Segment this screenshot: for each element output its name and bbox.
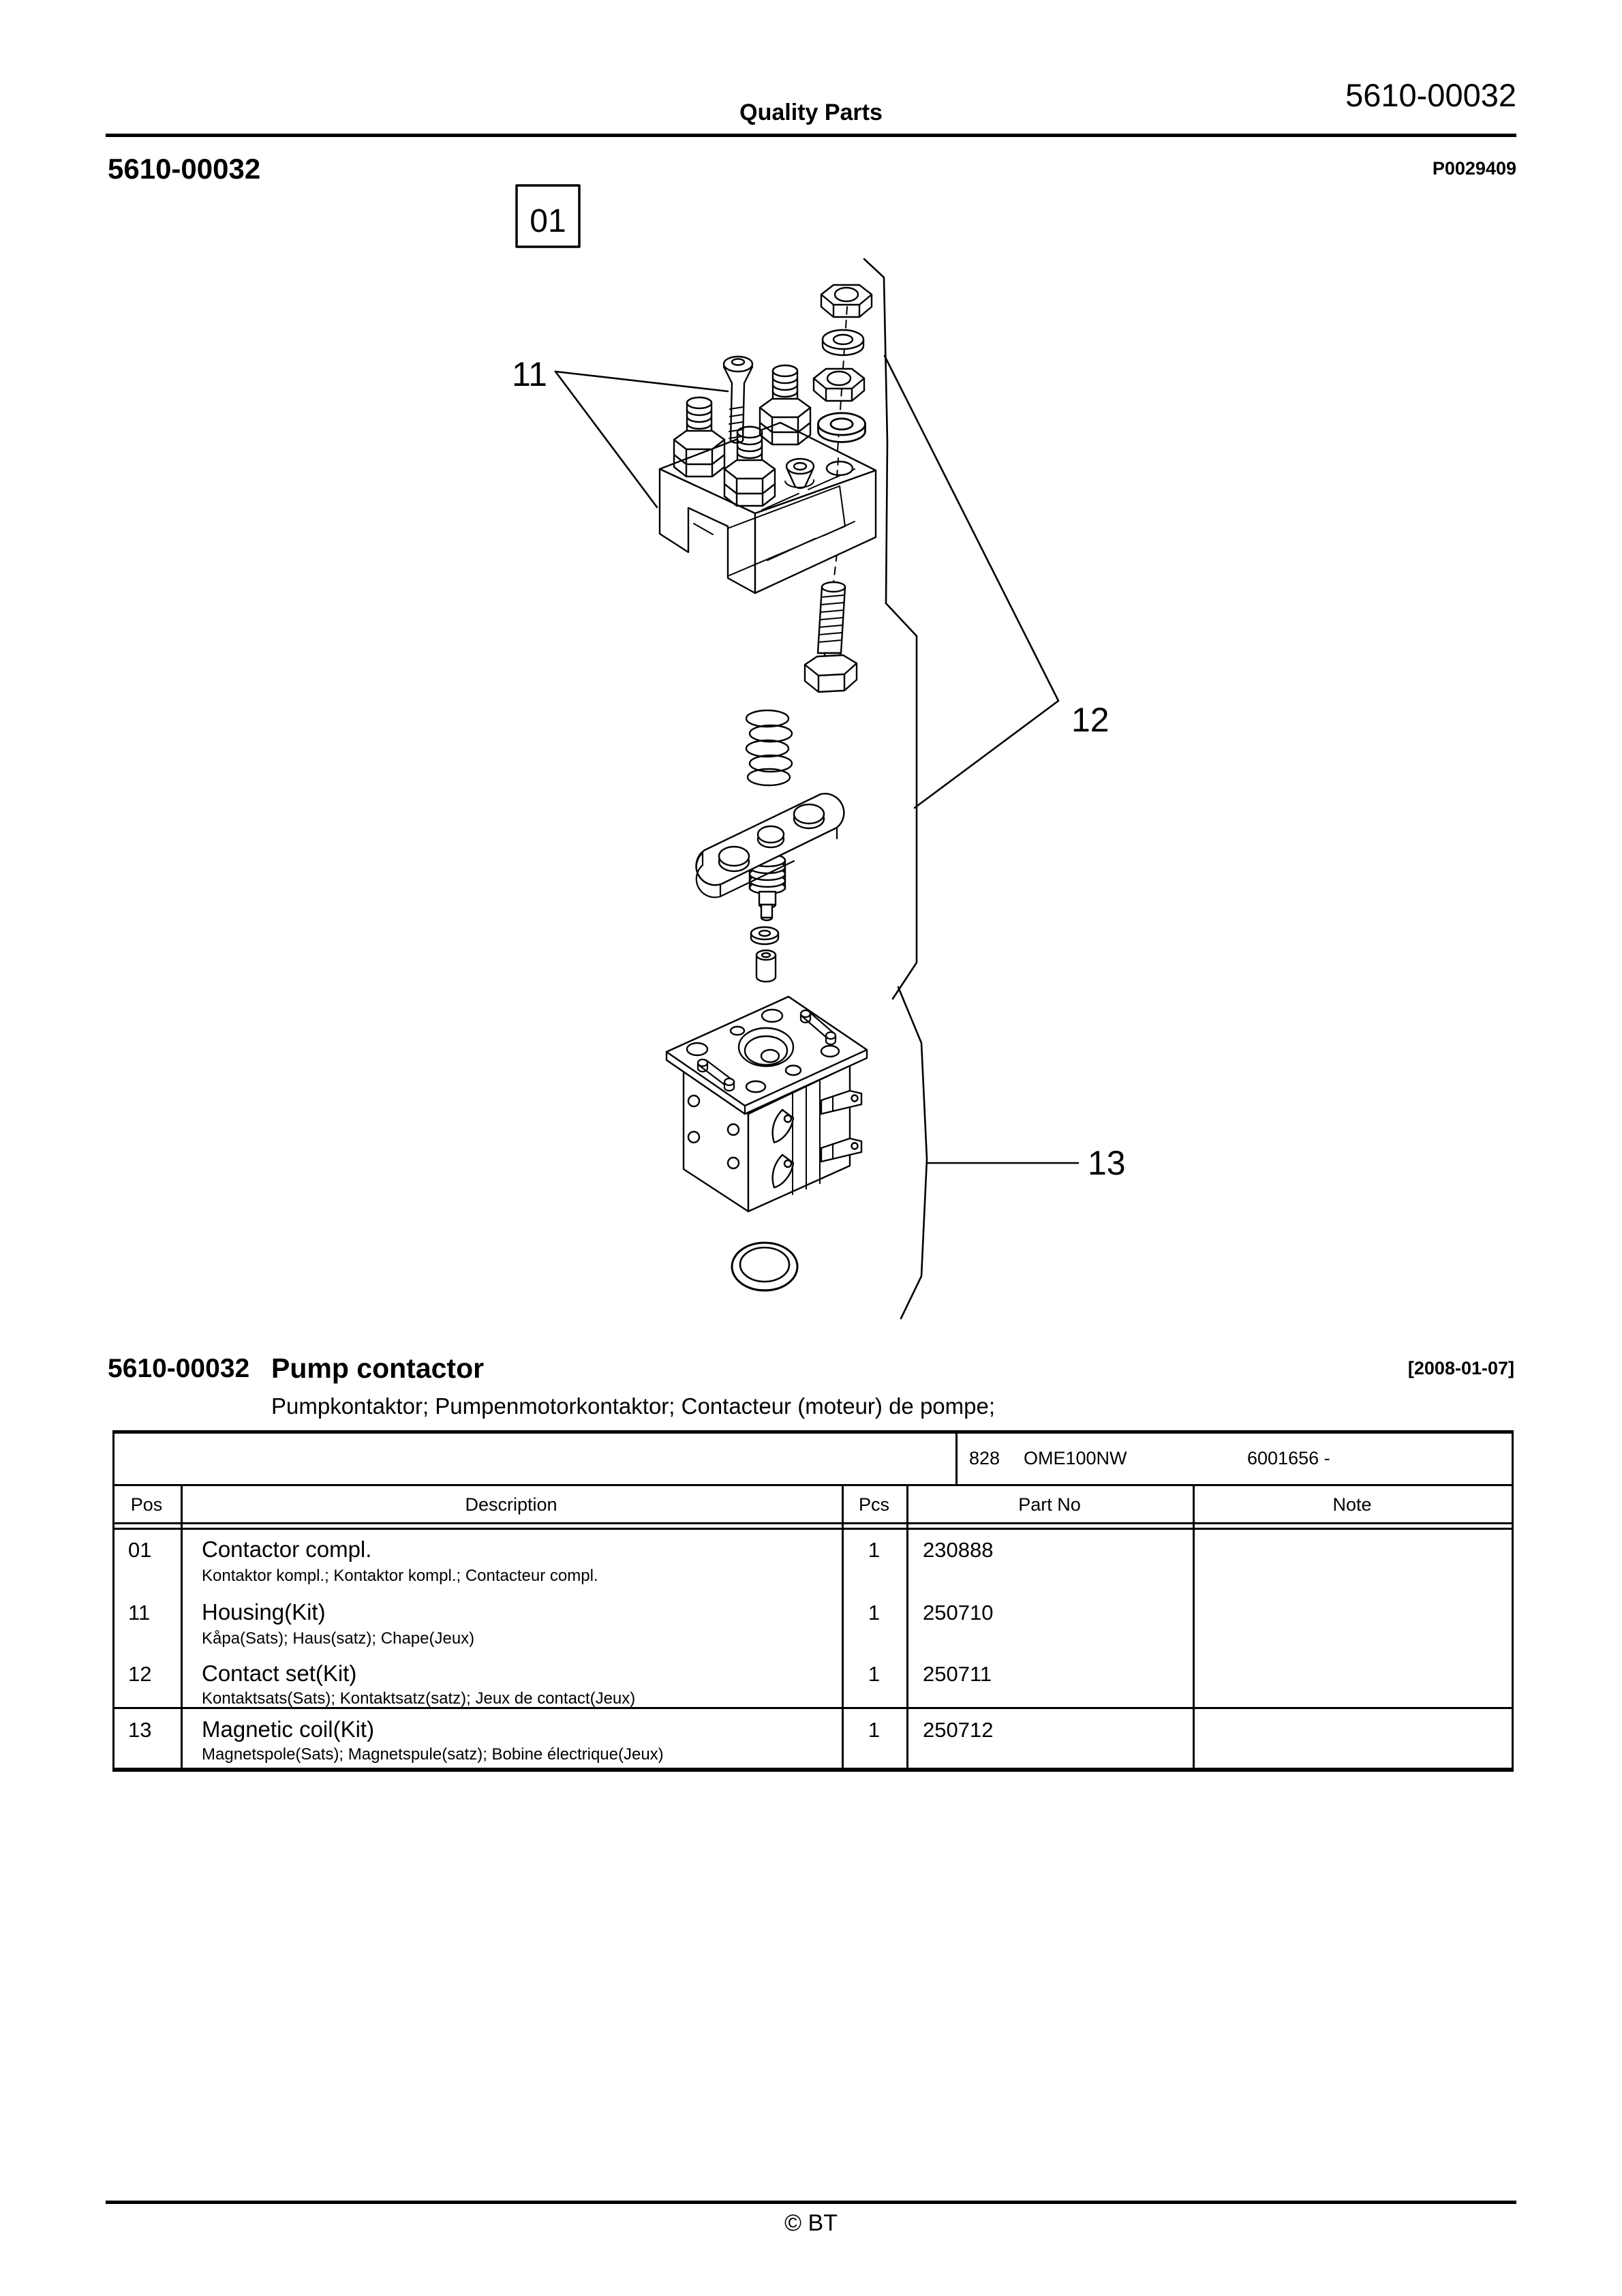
header-code: 5610-00032: [1345, 77, 1516, 113]
row-partno: 250711: [923, 1662, 992, 1686]
row-pcs: 1: [868, 1662, 881, 1686]
model-serial: 6001656 -: [1247, 1448, 1330, 1468]
header-rule: [106, 134, 1516, 137]
row-description-alt: Kontaktor kompl.; Kontaktor kompl.; Contacteur compl.: [202, 1567, 598, 1585]
row-partno: 230888: [923, 1538, 994, 1562]
table-line-model: [112, 1484, 1513, 1486]
row-description: Magnetic coil(Kit): [202, 1717, 375, 1742]
col-header-partno: Part No: [1018, 1494, 1081, 1515]
table-border-right: [1512, 1430, 1514, 1772]
row-description-alt: Kontaktsats(Sats); Kontaktsatz(satz); Jeux de contact(Jeux): [202, 1689, 636, 1708]
table-border-top: [112, 1430, 1513, 1434]
plunger-washer: [751, 927, 778, 944]
section-code: 5610-00032: [108, 1354, 250, 1383]
row-partno: 250710: [923, 1601, 994, 1625]
row-pcs: 1: [868, 1718, 881, 1742]
row-description: Contact set(Kit): [202, 1661, 357, 1686]
col-header-note: Note: [1332, 1494, 1372, 1515]
o-ring-part: [732, 1243, 797, 1290]
contact-spring: [746, 710, 792, 785]
row-pos: 13: [128, 1718, 152, 1742]
bracket-12: [864, 259, 1058, 999]
housing-part: [660, 357, 876, 593]
row-pos: 11: [128, 1601, 151, 1625]
table-line-header-b: [112, 1528, 1513, 1530]
row-pcs: 1: [868, 1601, 881, 1625]
row-pos: 01: [128, 1538, 152, 1562]
exploded-diagram: [382, 177, 1199, 1336]
table-border-bottom: [112, 1768, 1513, 1772]
figure-label: 01: [530, 203, 566, 239]
section-title: Pump contactor: [271, 1353, 485, 1384]
bracket-13: [898, 987, 1078, 1318]
table-divider-model: [955, 1430, 958, 1486]
doc-number: P0029409: [1432, 158, 1516, 179]
table-divider-note: [1193, 1484, 1195, 1772]
col-header-pos: Pos: [130, 1494, 163, 1515]
callout-12-label: 12: [1071, 701, 1110, 739]
section-subtitle: Pumpkontaktor; Pumpenmotorkontaktor; Contacteur (moteur) de pompe;: [271, 1393, 996, 1419]
col-header-pcs: Pcs: [858, 1494, 889, 1515]
figure-label-box: [517, 185, 579, 247]
terminal-nuts-washers: [814, 285, 872, 442]
table-divider-part: [906, 1484, 908, 1772]
model-name: OME100NW: [1024, 1448, 1127, 1468]
table-divider-pos: [181, 1484, 183, 1772]
row-pcs: 1: [868, 1538, 881, 1562]
plunger-pin: [756, 950, 776, 982]
model-code: 828: [969, 1448, 1000, 1468]
row-partno: 250712: [923, 1718, 994, 1742]
footer-rule: [106, 2201, 1516, 2204]
footer-copyright: © BT: [784, 2210, 838, 2236]
row-pos: 12: [128, 1662, 152, 1686]
contact-bolt: [805, 582, 857, 692]
table-border-left: [112, 1430, 114, 1772]
callout-11-label: 11: [512, 355, 547, 393]
table-line-header-a: [112, 1522, 1513, 1524]
row-description: Housing(Kit): [202, 1599, 326, 1625]
row-description-alt: Kåpa(Sats); Haus(satz); Chape(Jeux): [202, 1629, 475, 1648]
row-description: Contactor compl.: [202, 1537, 372, 1562]
page-code: 5610-00032: [108, 153, 261, 185]
row-description-alt: Magnetspole(Sats); Magnetspule(satz); Bobine électrique(Jeux): [202, 1745, 664, 1764]
section-date: [2008-01-07]: [1407, 1358, 1514, 1378]
contact-bar: [696, 794, 844, 920]
magnetic-coil-part: [667, 997, 867, 1211]
callout-13-label: 13: [1088, 1144, 1126, 1182]
header-title: Quality Parts: [739, 100, 883, 125]
col-header-description: Description: [465, 1494, 557, 1515]
